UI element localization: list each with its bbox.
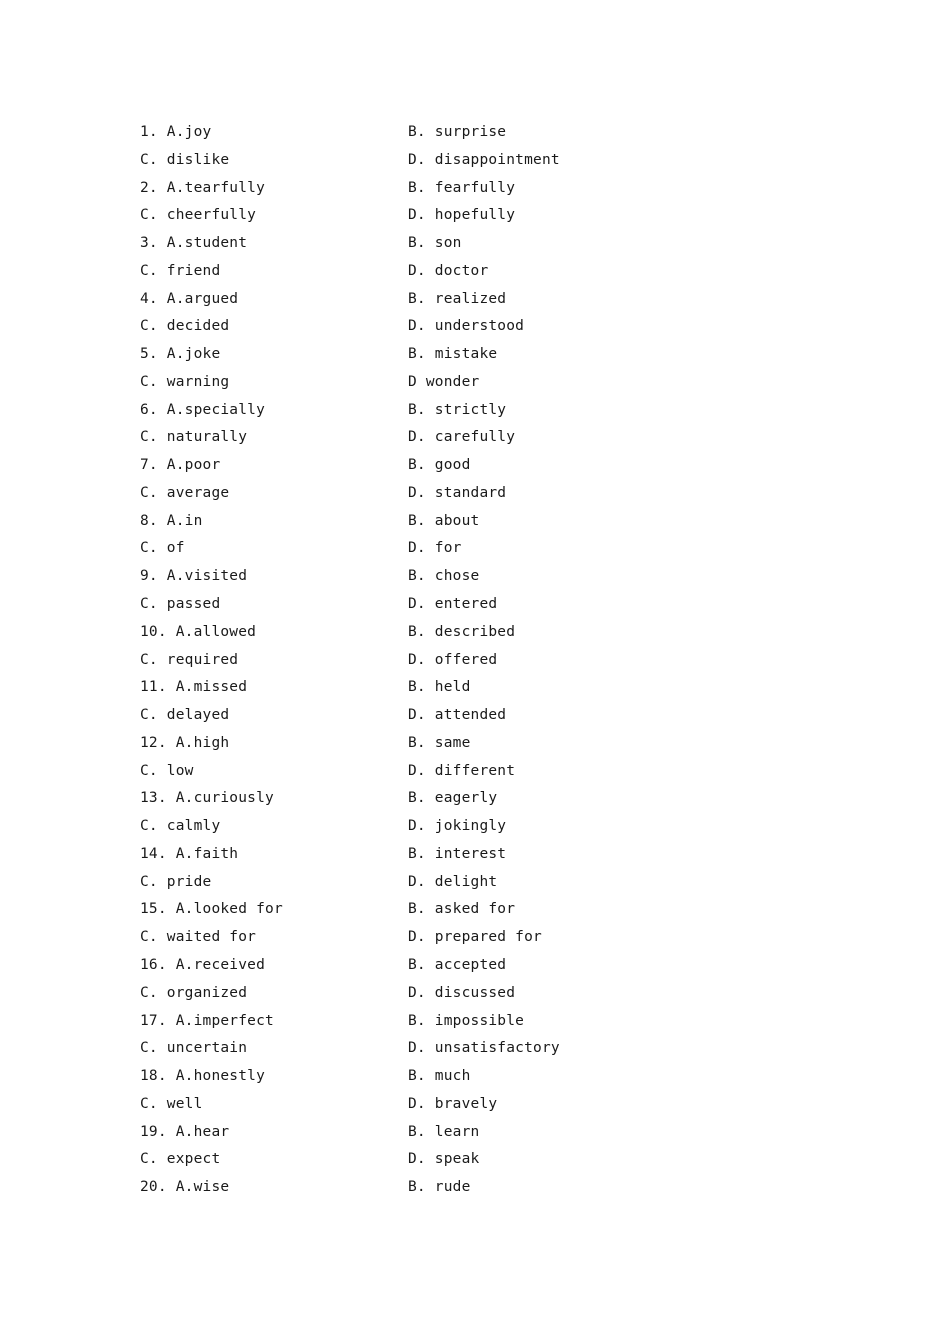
option-left: C. uncertain — [140, 1040, 248, 1057]
option-right: D. standard — [408, 484, 507, 501]
option-right: B. accepted — [408, 956, 507, 973]
option-left: 15. A.looked for — [140, 901, 283, 918]
option-right: D. hopefully — [408, 207, 516, 224]
option-left: 5. A.joke — [140, 346, 221, 363]
option-right: B. good — [408, 457, 471, 474]
option-left: C. pride — [140, 873, 212, 890]
option-row — [140, 980, 840, 1008]
option-right: D. unsatisfactory — [408, 1040, 560, 1057]
option-left: 4. A.argued — [140, 290, 239, 307]
option-row — [140, 535, 840, 563]
option-left: 9. A.visited — [140, 568, 248, 585]
option-row — [140, 258, 840, 286]
option-right: D. attended — [408, 707, 507, 724]
option-left: C. friend — [140, 262, 221, 279]
option-right: D. carefully — [408, 429, 516, 446]
option-left: C. required — [140, 651, 239, 668]
option-row — [140, 896, 840, 924]
option-right: D. speak — [408, 1151, 480, 1168]
option-right: B. same — [408, 734, 471, 751]
option-row — [140, 1063, 840, 1091]
option-row — [140, 1035, 840, 1063]
option-right: B. realized — [408, 290, 507, 307]
option-left: 8. A.in — [140, 512, 203, 529]
option-left: C. warning — [140, 373, 230, 390]
option-right: B. much — [408, 1068, 471, 1085]
option-left: 17. A.imperfect — [140, 1012, 274, 1029]
option-right: B. asked for — [408, 901, 516, 918]
option-row — [140, 369, 840, 397]
option-row — [140, 813, 840, 841]
option-left: 1. A.joy — [140, 124, 212, 140]
option-row — [140, 1008, 840, 1036]
option-right: B. impossible — [408, 1012, 525, 1029]
option-left: C. organized — [140, 984, 248, 1001]
option-right: D. different — [408, 762, 516, 779]
option-right: D. prepared for — [408, 929, 542, 946]
option-right: B. interest — [408, 845, 507, 862]
option-row — [140, 785, 840, 813]
option-left: C. cheerfully — [140, 207, 257, 224]
option-row — [140, 841, 840, 869]
option-left: C. expect — [140, 1151, 221, 1168]
option-left: 13. A.curiously — [140, 790, 274, 807]
option-left: C. waited for — [140, 929, 257, 946]
option-right: D. delight — [408, 873, 498, 890]
option-right: D. for — [408, 540, 462, 557]
option-row — [140, 730, 840, 758]
option-right: D. jokingly — [408, 818, 507, 835]
option-row — [140, 175, 840, 203]
option-left: 12. A.high — [140, 734, 230, 751]
option-row — [140, 147, 840, 175]
option-left: 20. A.wise — [140, 1179, 230, 1196]
option-row — [140, 286, 840, 314]
option-row — [140, 313, 840, 341]
option-row — [140, 869, 840, 897]
option-left: C. of — [140, 540, 185, 557]
option-right: D. doctor — [408, 262, 489, 279]
option-left: C. naturally — [140, 429, 248, 446]
option-right: B. about — [408, 512, 480, 529]
option-left: 2. A.tearfully — [140, 179, 266, 196]
option-right: B. surprise — [408, 124, 507, 140]
option-left: 14. A.faith — [140, 845, 239, 862]
option-right: D. disappointment — [408, 151, 560, 168]
option-row — [140, 1174, 840, 1202]
option-row — [140, 591, 840, 619]
option-left: 6. A.specially — [140, 401, 266, 418]
option-row — [140, 397, 840, 425]
option-right: B. son — [408, 235, 462, 252]
option-left: 16. A.received — [140, 956, 266, 973]
option-row — [140, 647, 840, 675]
option-right: B. chose — [408, 568, 480, 585]
option-left: 3. A.student — [140, 235, 248, 252]
option-row — [140, 1119, 840, 1147]
option-left: C. well — [140, 1095, 203, 1112]
option-right: B. strictly — [408, 401, 507, 418]
option-row — [140, 619, 840, 647]
option-right: D. discussed — [408, 984, 516, 1001]
option-left: C. average — [140, 484, 230, 501]
option-row — [140, 341, 840, 369]
option-row — [140, 758, 840, 786]
option-right: D. entered — [408, 596, 498, 613]
option-left: C. decided — [140, 318, 230, 335]
option-row — [140, 674, 840, 702]
option-left: C. dislike — [140, 151, 230, 168]
option-row — [140, 452, 840, 480]
option-row — [140, 702, 840, 730]
option-right: D wonder — [408, 373, 480, 390]
option-right: B. mistake — [408, 346, 498, 363]
option-right: D. bravely — [408, 1095, 498, 1112]
option-right: D. offered — [408, 651, 498, 668]
option-row — [140, 424, 840, 452]
option-right: D. understood — [408, 318, 525, 335]
option-left: 19. A.hear — [140, 1123, 230, 1140]
option-right: B. eagerly — [408, 790, 498, 807]
option-row — [140, 119, 840, 147]
option-left: 10. A.allowed — [140, 623, 257, 640]
option-right: B. held — [408, 679, 471, 696]
option-row — [140, 1091, 840, 1119]
option-row — [140, 924, 840, 952]
option-row — [140, 230, 840, 258]
option-right: B. learn — [408, 1123, 480, 1140]
option-left: C. calmly — [140, 818, 221, 835]
option-left: C. passed — [140, 596, 221, 613]
option-row — [140, 563, 840, 591]
option-row — [140, 480, 840, 508]
option-row — [140, 952, 840, 980]
option-row — [140, 508, 840, 536]
answer-options-list — [140, 119, 840, 1202]
option-right: B. fearfully — [408, 179, 516, 196]
option-right: B. rude — [408, 1179, 471, 1196]
option-row — [140, 202, 840, 230]
option-left: 7. A.poor — [140, 457, 221, 474]
option-left: C. delayed — [140, 707, 230, 724]
option-row — [140, 1146, 840, 1174]
option-left: 18. A.honestly — [140, 1068, 266, 1085]
option-left: C. low — [140, 762, 194, 779]
option-right: B. described — [408, 623, 516, 640]
option-left: 11. A.missed — [140, 679, 248, 696]
